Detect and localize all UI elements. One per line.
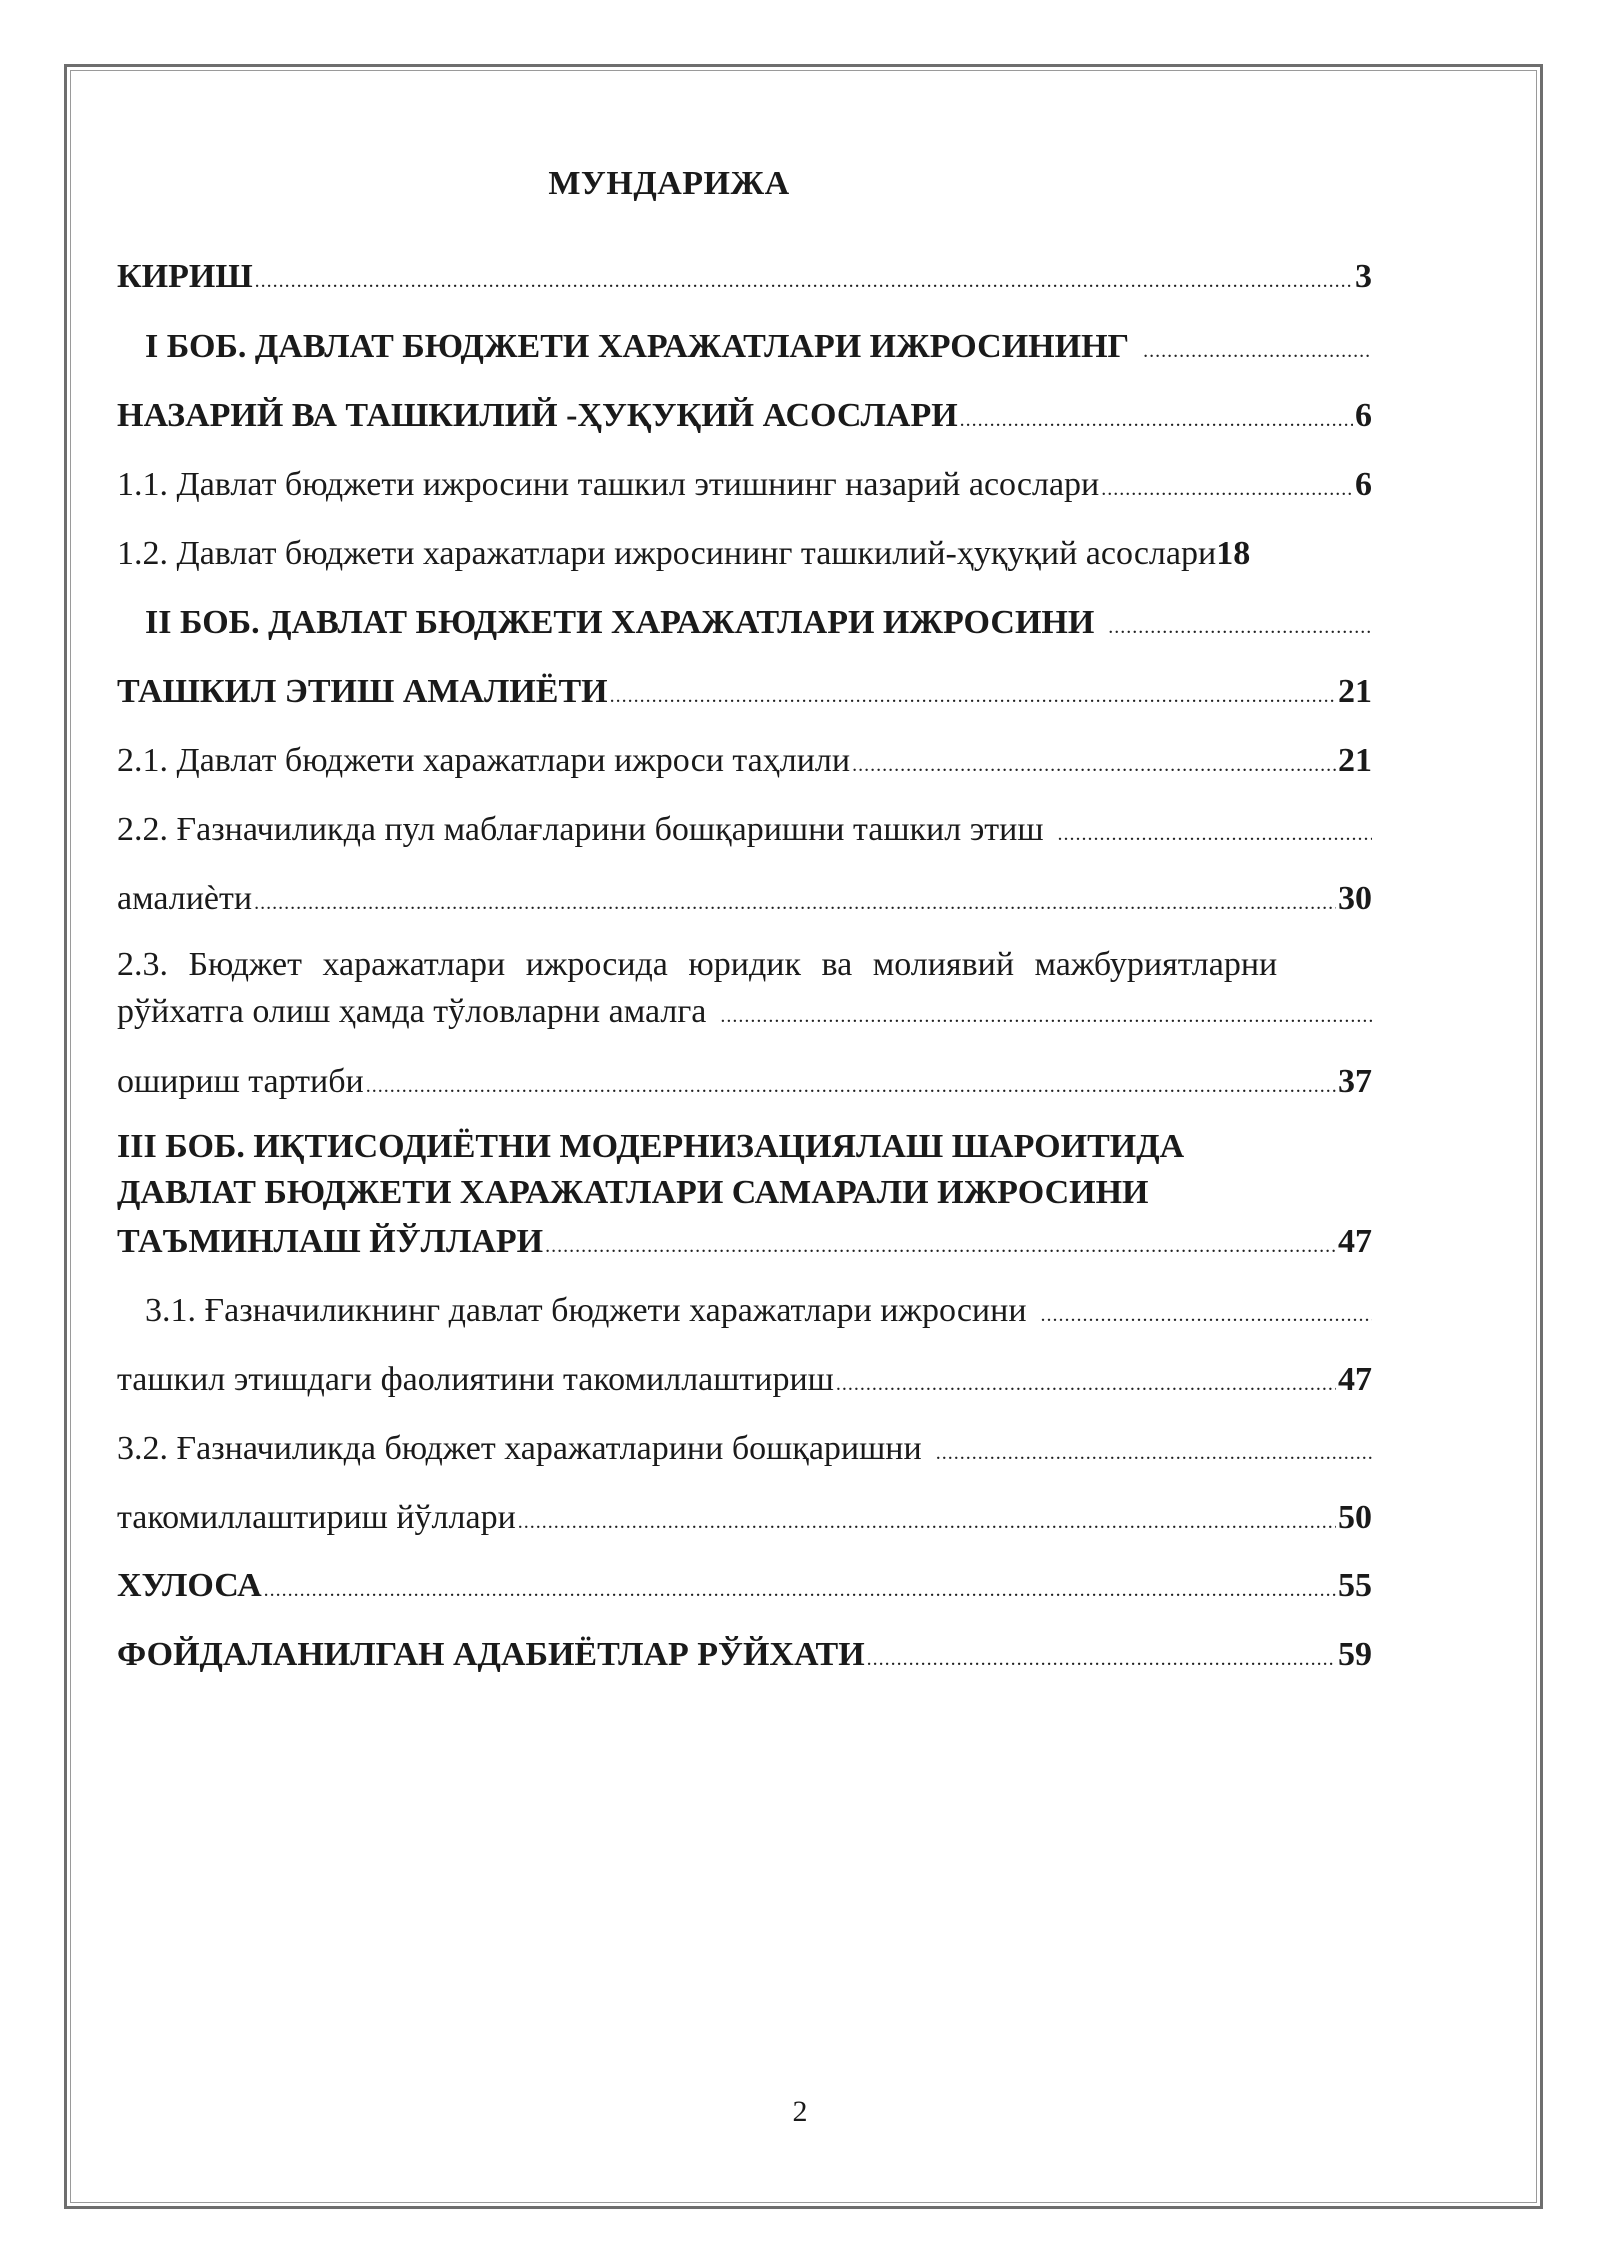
- toc-entry-chapter-2-line-1[interactable]: [117, 604, 1372, 648]
- toc-leader-dots: [852, 754, 1336, 777]
- toc-entry-section-2-2-line-2[interactable]: [117, 880, 1372, 924]
- toc-title: МУНДАРИЖА: [548, 165, 790, 202]
- toc-leader-dots: [518, 1511, 1336, 1534]
- toc-entry-text: 2.3. Бюджет харажатлари ижросида юридик ва молиявий мажбуриятларни: [117, 946, 1278, 983]
- toc-entry-section-3-1-line-1[interactable]: [117, 1292, 1372, 1336]
- toc-entry-page: 18: [1216, 535, 1251, 572]
- toc-entry-section-1-1[interactable]: [117, 466, 1372, 510]
- toc-entry-text: такомиллаштириш йўллари: [117, 1499, 516, 1536]
- toc-entry-section-3-2-line-1[interactable]: [117, 1430, 1372, 1474]
- toc-entry-text: 3.2. Ғазначиликда бюджет харажатларини бошқаришни: [117, 1430, 922, 1467]
- toc-entry-text: ташкил этишдаги фаолиятини такомиллаштириш: [117, 1361, 834, 1398]
- toc-leader-dots: [936, 1442, 1372, 1465]
- toc-entry-section-3-2-line-2[interactable]: [117, 1499, 1372, 1543]
- toc-leader-dots: [255, 270, 1353, 293]
- toc-entry-text: ТАЪМИНЛАШ ЙЎЛЛАРИ: [117, 1223, 544, 1260]
- toc-entry-text: III БОБ. ИҚТИСОДИЁТНИ МОДЕРНИЗАЦИЯЛАШ ШАРОИТИДА: [117, 1128, 1185, 1165]
- toc-leader-dots: [720, 1005, 1372, 1028]
- toc-entry-section-2-2-line-1[interactable]: [117, 811, 1372, 855]
- toc-leader-dots: [1058, 823, 1372, 846]
- toc-entry-page: 50: [1338, 1499, 1372, 1536]
- toc-entry-chapter-3-line-3[interactable]: [117, 1223, 1372, 1267]
- toc-entry-chapter-1-line-2[interactable]: [117, 397, 1372, 441]
- toc-leader-dots: [264, 1579, 1336, 1602]
- toc-entry-page: 6: [1355, 466, 1372, 503]
- toc-leader-dots: [1108, 616, 1372, 639]
- toc-entry-section-3-1-line-2[interactable]: [117, 1361, 1372, 1405]
- toc-entry-chapter-1-line-1[interactable]: [117, 328, 1372, 372]
- toc-entry-text: II БОБ. ДАВЛАТ БЮДЖЕТИ ХАРАЖАТЛАРИ ИЖРОСИНИ: [145, 604, 1095, 641]
- toc-entry-text: 1.2. Давлат бюджети харажатлари ижросининг ташкилий-ҳуқуқий асослари: [117, 535, 1217, 572]
- toc-entry-page: 21: [1338, 673, 1372, 710]
- toc-leader-dots: [254, 892, 1336, 915]
- toc-leader-dots: [867, 1648, 1336, 1671]
- toc-entry-text: ТАШКИЛ ЭТИШ АМАЛИЁТИ: [117, 673, 608, 710]
- toc-entry-page: 30: [1338, 880, 1372, 917]
- toc-entry-text: ДАВЛАТ БЮДЖЕТИ ХАРАЖАТЛАРИ САМАРАЛИ ИЖРОСИНИ: [117, 1174, 1149, 1211]
- toc-entry-text: ошириш тартиби: [117, 1063, 364, 1100]
- page-number: 2: [792, 2095, 808, 2128]
- toc-entry-references[interactable]: [117, 1636, 1372, 1680]
- toc-entry-section-1-2[interactable]: [117, 535, 1387, 579]
- toc-entry-section-2-1[interactable]: [117, 742, 1372, 786]
- toc-entry-page: 47: [1338, 1361, 1372, 1398]
- toc-leader-dots: [960, 409, 1353, 432]
- toc-entry-page: 37: [1338, 1063, 1372, 1100]
- toc-leader-dots: [1143, 340, 1372, 363]
- toc-leader-dots: [610, 685, 1336, 708]
- toc-leader-dots: [366, 1075, 1336, 1098]
- toc-entry-text: ФОЙДАЛАНИЛГАН АДАБИЁТЛАР РЎЙХАТИ: [117, 1636, 865, 1673]
- toc-entry-text: КИРИШ: [117, 258, 253, 295]
- toc-entry-introduction[interactable]: [117, 258, 1372, 302]
- toc-entry-page: 3: [1355, 258, 1372, 295]
- toc-entry-page: 47: [1338, 1223, 1372, 1260]
- toc-entry-text: 2.1. Давлат бюджети харажатлари ижроси таҳлили: [117, 742, 851, 779]
- toc-entry-page: 21: [1338, 742, 1372, 779]
- toc-entry-page: 55: [1338, 1567, 1372, 1604]
- toc-entry-section-2-3-line-1[interactable]: [117, 946, 1372, 990]
- toc-entry-chapter-3-line-1[interactable]: [117, 1128, 1372, 1172]
- toc-leader-dots: [836, 1373, 1336, 1396]
- toc-entry-text: 2.2. Ғазначиликда пул маблағларини бошқаришни ташкил этиш: [117, 811, 1044, 848]
- toc-leader-dots: [545, 1235, 1336, 1258]
- toc-entry-chapter-3-line-2[interactable]: [117, 1174, 1372, 1218]
- toc-entry-conclusion[interactable]: [117, 1567, 1372, 1611]
- toc-entry-chapter-2-line-2[interactable]: [117, 673, 1372, 717]
- toc-leader-dots: [1101, 478, 1353, 501]
- toc-entry-text: 1.1. Давлат бюджети ижросини ташкил этишнинг назарий асослари: [117, 466, 1100, 503]
- toc-entry-text: рўйхатга олиш ҳамда тўловларни амалга: [117, 993, 707, 1030]
- toc-entry-text: 3.1. Ғазначиликнинг давлат бюджети харажатлари ижросини: [145, 1292, 1027, 1329]
- toc-entry-text: НАЗАРИЙ ВА ТАШКИЛИЙ -ҲУҚУҚИЙ АСОСЛАРИ: [117, 397, 958, 434]
- toc-entry-section-2-3-line-3[interactable]: [117, 1063, 1372, 1107]
- toc-entry-text: I БОБ. ДАВЛАТ БЮДЖЕТИ ХАРАЖАТЛАРИ ИЖРОСИНИНГ: [145, 328, 1130, 365]
- toc-entry-page: 59: [1338, 1636, 1372, 1673]
- toc-entry-section-2-3-line-2[interactable]: [117, 993, 1372, 1037]
- toc-entry-page: 6: [1355, 397, 1372, 434]
- toc-leader-dots: [1041, 1304, 1372, 1327]
- toc-entry-text: амалиѐти: [117, 880, 253, 917]
- toc-entry-text: ХУЛОСА: [117, 1567, 262, 1604]
